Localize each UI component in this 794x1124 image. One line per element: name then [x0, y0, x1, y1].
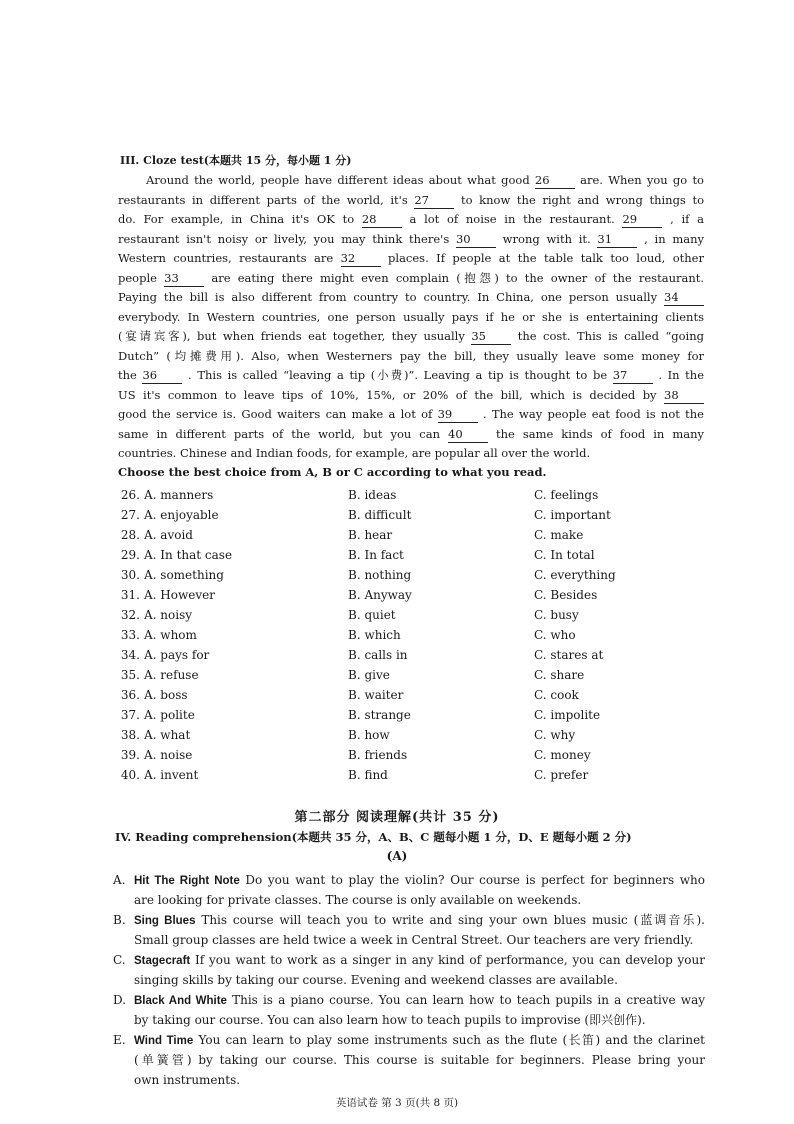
option-c: C. who [534, 628, 576, 642]
question-number: 38. [120, 728, 140, 742]
passage-line: restaurants in different parts of the world, it's 27 to know the right and wrong things to [118, 192, 704, 207]
option-row [112, 565, 712, 585]
option-c: C. feelings [534, 488, 599, 502]
option-b: B. strange [348, 708, 411, 722]
option-c: C. Besides [534, 588, 598, 602]
blank-40: 40 [448, 427, 488, 443]
question-number: 27. [120, 508, 140, 522]
option-row [112, 605, 712, 625]
question-number: 36. [120, 688, 140, 702]
ad-line: singing skills by taking our course. Evening and weekend classes are available. [134, 973, 618, 987]
ad-line: Small group classes are held twice a week in Central Street. Our teachers are very friendly. [134, 933, 694, 947]
ad-letter: A. [113, 873, 126, 887]
section-iv-title: IV. Reading comprehension(本题共 35 分，A、B、C 题每小题 1 分，D、E 题每小题 2 分) [115, 830, 632, 844]
option-row [112, 685, 712, 705]
option-c: C. money [534, 748, 591, 762]
ad-line: D. Black And White This is a piano course. You can learn how to teach pupils in a creative way [113, 990, 705, 1010]
blank-36: 36 [142, 368, 182, 384]
option-c: C. stares at [534, 648, 604, 662]
blank-31: 31 [597, 232, 637, 248]
ad-letter: E. [113, 1033, 126, 1047]
option-b: B. hear [348, 528, 393, 542]
option-c: C. busy [534, 608, 579, 622]
passage-line: (宴请宾客), but when friends eat together, they usually 35 the cost. This is called “going [118, 329, 704, 343]
question-number: 30. [120, 568, 140, 582]
ad-letter: C. [113, 953, 126, 967]
ad-line: (单簧管) by taking our course. This course is suitable for beginners. Please bring your [134, 1053, 705, 1067]
option-c: C. prefer [534, 768, 589, 782]
cloze-passage [118, 171, 704, 464]
option-b: B. quiet [348, 608, 396, 622]
option-c: C. important [534, 508, 611, 522]
option-row [112, 645, 712, 665]
option-b: B. give [348, 668, 390, 682]
passage-line: same in different parts of the world, but you can 40 the same kinds of food in many [118, 426, 704, 441]
question-number: 33. [120, 628, 140, 642]
option-a: A. refuse [144, 668, 199, 682]
ad-line: B. Sing Blues This course will teach you to write and sing your own blues music (蓝调音乐). [113, 910, 705, 930]
option-row [112, 545, 712, 565]
option-b: B. In fact [348, 548, 404, 562]
option-b: B. ideas [348, 488, 397, 502]
option-row [112, 525, 712, 545]
blank-39: 39 [438, 407, 478, 423]
blank-35: 35 [471, 329, 511, 345]
ad-title: Stagecraft [134, 955, 191, 967]
blank-32: 32 [341, 251, 381, 267]
option-c: C. everything [534, 568, 616, 582]
passage-a-label: (A) [386, 849, 408, 863]
option-c: C. cook [534, 688, 579, 702]
blank-27: 27 [414, 193, 454, 209]
passage-line: people 33 are eating there might even complain (抱怨) to the owner of the restaurant. [118, 270, 705, 285]
question-number: 29. [120, 548, 140, 562]
option-c: C. share [534, 668, 585, 682]
option-row [112, 585, 712, 605]
blank-26: 26 [535, 173, 575, 189]
cloze-options [112, 485, 712, 785]
question-number: 37. [120, 708, 140, 722]
ad-letter: D. [113, 993, 127, 1007]
question-number: 39. [120, 748, 140, 762]
question-number: 40. [120, 768, 140, 782]
question-number: 26. [120, 488, 140, 502]
blank-34: 34 [664, 290, 704, 306]
option-row [112, 765, 712, 785]
option-a: A. pays for [144, 648, 210, 662]
ad-line: by taking our course. You can also learn how to teach pupils to improvise (即兴创作). [134, 1013, 646, 1027]
option-b: B. calls in [348, 648, 408, 662]
option-a: A. something [144, 568, 224, 582]
blank-37: 37 [613, 368, 653, 384]
option-row [112, 745, 712, 765]
option-a: A. In that case [144, 548, 233, 562]
passage-line: Western countries, restaurants are 32 places. If people at the table talk too loud, other [118, 251, 704, 265]
passage-line: Paying the bill is also different from country to country. In China, one person usually 34 [118, 288, 704, 308]
option-b: B. how [348, 728, 390, 742]
blank-30: 30 [456, 232, 496, 248]
passage-line: countries. Chinese and Indian foods, for example, are popular all over the world. [118, 446, 591, 460]
option-a: A. boss [144, 688, 188, 702]
option-row [112, 665, 712, 685]
option-b: B. Anyway [348, 588, 412, 602]
ad-title: Sing Blues [134, 915, 196, 927]
option-a: A. whom [144, 628, 197, 642]
option-a: A. avoid [144, 528, 193, 542]
passage-line: good the service is. Good waiters can make a lot of 39 . The way people eat food is not the [118, 407, 704, 421]
option-c: C. impolite [534, 708, 601, 722]
course-ads [113, 870, 705, 1090]
option-c: C. make [534, 528, 584, 542]
blank-33: 33 [164, 271, 204, 287]
option-b: B. nothing [348, 568, 412, 582]
passage-line: Dutch” (均摊费用). Also, when Westerners pay the bill, they usually leave some money for [118, 348, 704, 363]
option-row [112, 485, 712, 505]
option-a: A. noisy [144, 608, 193, 622]
passage-line: the 36 . This is called “leaving a tip (小费)”. Leaving a tip is thought to be 37 . In the [118, 368, 704, 382]
ad-title: Black And White [134, 995, 227, 1007]
part-two-title: 第二部分 阅读理解(共计 35 分) [294, 810, 500, 825]
ad-line: A. Hit The Right Note Do you want to play the violin? Our course is perfect for beginners who [113, 870, 705, 890]
ad-line: C. Stagecraft If you want to work as a singer in any kind of performance, you can develop your [113, 950, 705, 970]
blank-29: 29 [622, 212, 662, 228]
option-a: A. what [144, 728, 191, 742]
option-b: B. find [348, 768, 388, 782]
passage-line: everybody. In Western countries, one person usually pays if he or she is entertaining clients [118, 309, 704, 324]
option-row [112, 505, 712, 525]
ad-title: Wind Time [134, 1035, 194, 1047]
option-b: B. difficult [348, 508, 412, 522]
option-row [112, 725, 712, 745]
option-c: C. why [534, 728, 576, 742]
question-number: 35. [120, 668, 140, 682]
option-a: A. polite [144, 708, 195, 722]
ad-line: E. Wind Time You can learn to play some instruments such as the flute (长笛) and the clarinet [113, 1030, 705, 1050]
option-a: A. noise [144, 748, 193, 762]
option-b: B. which [348, 628, 401, 642]
section-iii-title: III. Cloze test(本题共 15 分，每小题 1 分) [120, 154, 352, 167]
option-c: C. In total [534, 548, 595, 562]
passage-line: restaurant isn't noisy or lively, you may think there's 30 wrong with it. 31 , in many [118, 231, 704, 246]
page-footer: 英语试卷 第 3 页(共 8 页) [335, 1097, 459, 1109]
passage-line: Around the world, people have different ideas about what good 26 are. When you go to [146, 173, 704, 187]
question-number: 32. [120, 608, 140, 622]
blank-38: 38 [664, 388, 704, 404]
cloze-instruction: Choose the best choice from A, B or C according to what you read. [118, 465, 547, 479]
passage-line: do. For example, in China it's OK to 28 a lot of noise in the restaurant. 29 , if a [118, 212, 704, 226]
option-row [112, 625, 712, 645]
option-b: B. friends [348, 748, 408, 762]
ad-title: Hit The Right Note [134, 875, 240, 887]
option-row [112, 705, 712, 725]
option-a: A. invent [144, 768, 199, 782]
question-number: 28. [120, 528, 140, 542]
ad-line: own instruments. [134, 1073, 241, 1087]
blank-28: 28 [362, 212, 402, 228]
option-b: B. waiter [348, 688, 404, 702]
option-a: A. enjoyable [144, 508, 219, 522]
passage-line: US it's common to leave tips of 10%, 15%, or 20% of the bill, which is decided by 38 [118, 386, 704, 406]
option-a: A. However [144, 588, 215, 602]
ad-letter: B. [113, 913, 126, 927]
ad-line: are looking for private classes. The course is only available on weekends. [134, 893, 582, 907]
question-number: 31. [120, 588, 140, 602]
option-a: A. manners [144, 488, 214, 502]
question-number: 34. [120, 648, 140, 662]
